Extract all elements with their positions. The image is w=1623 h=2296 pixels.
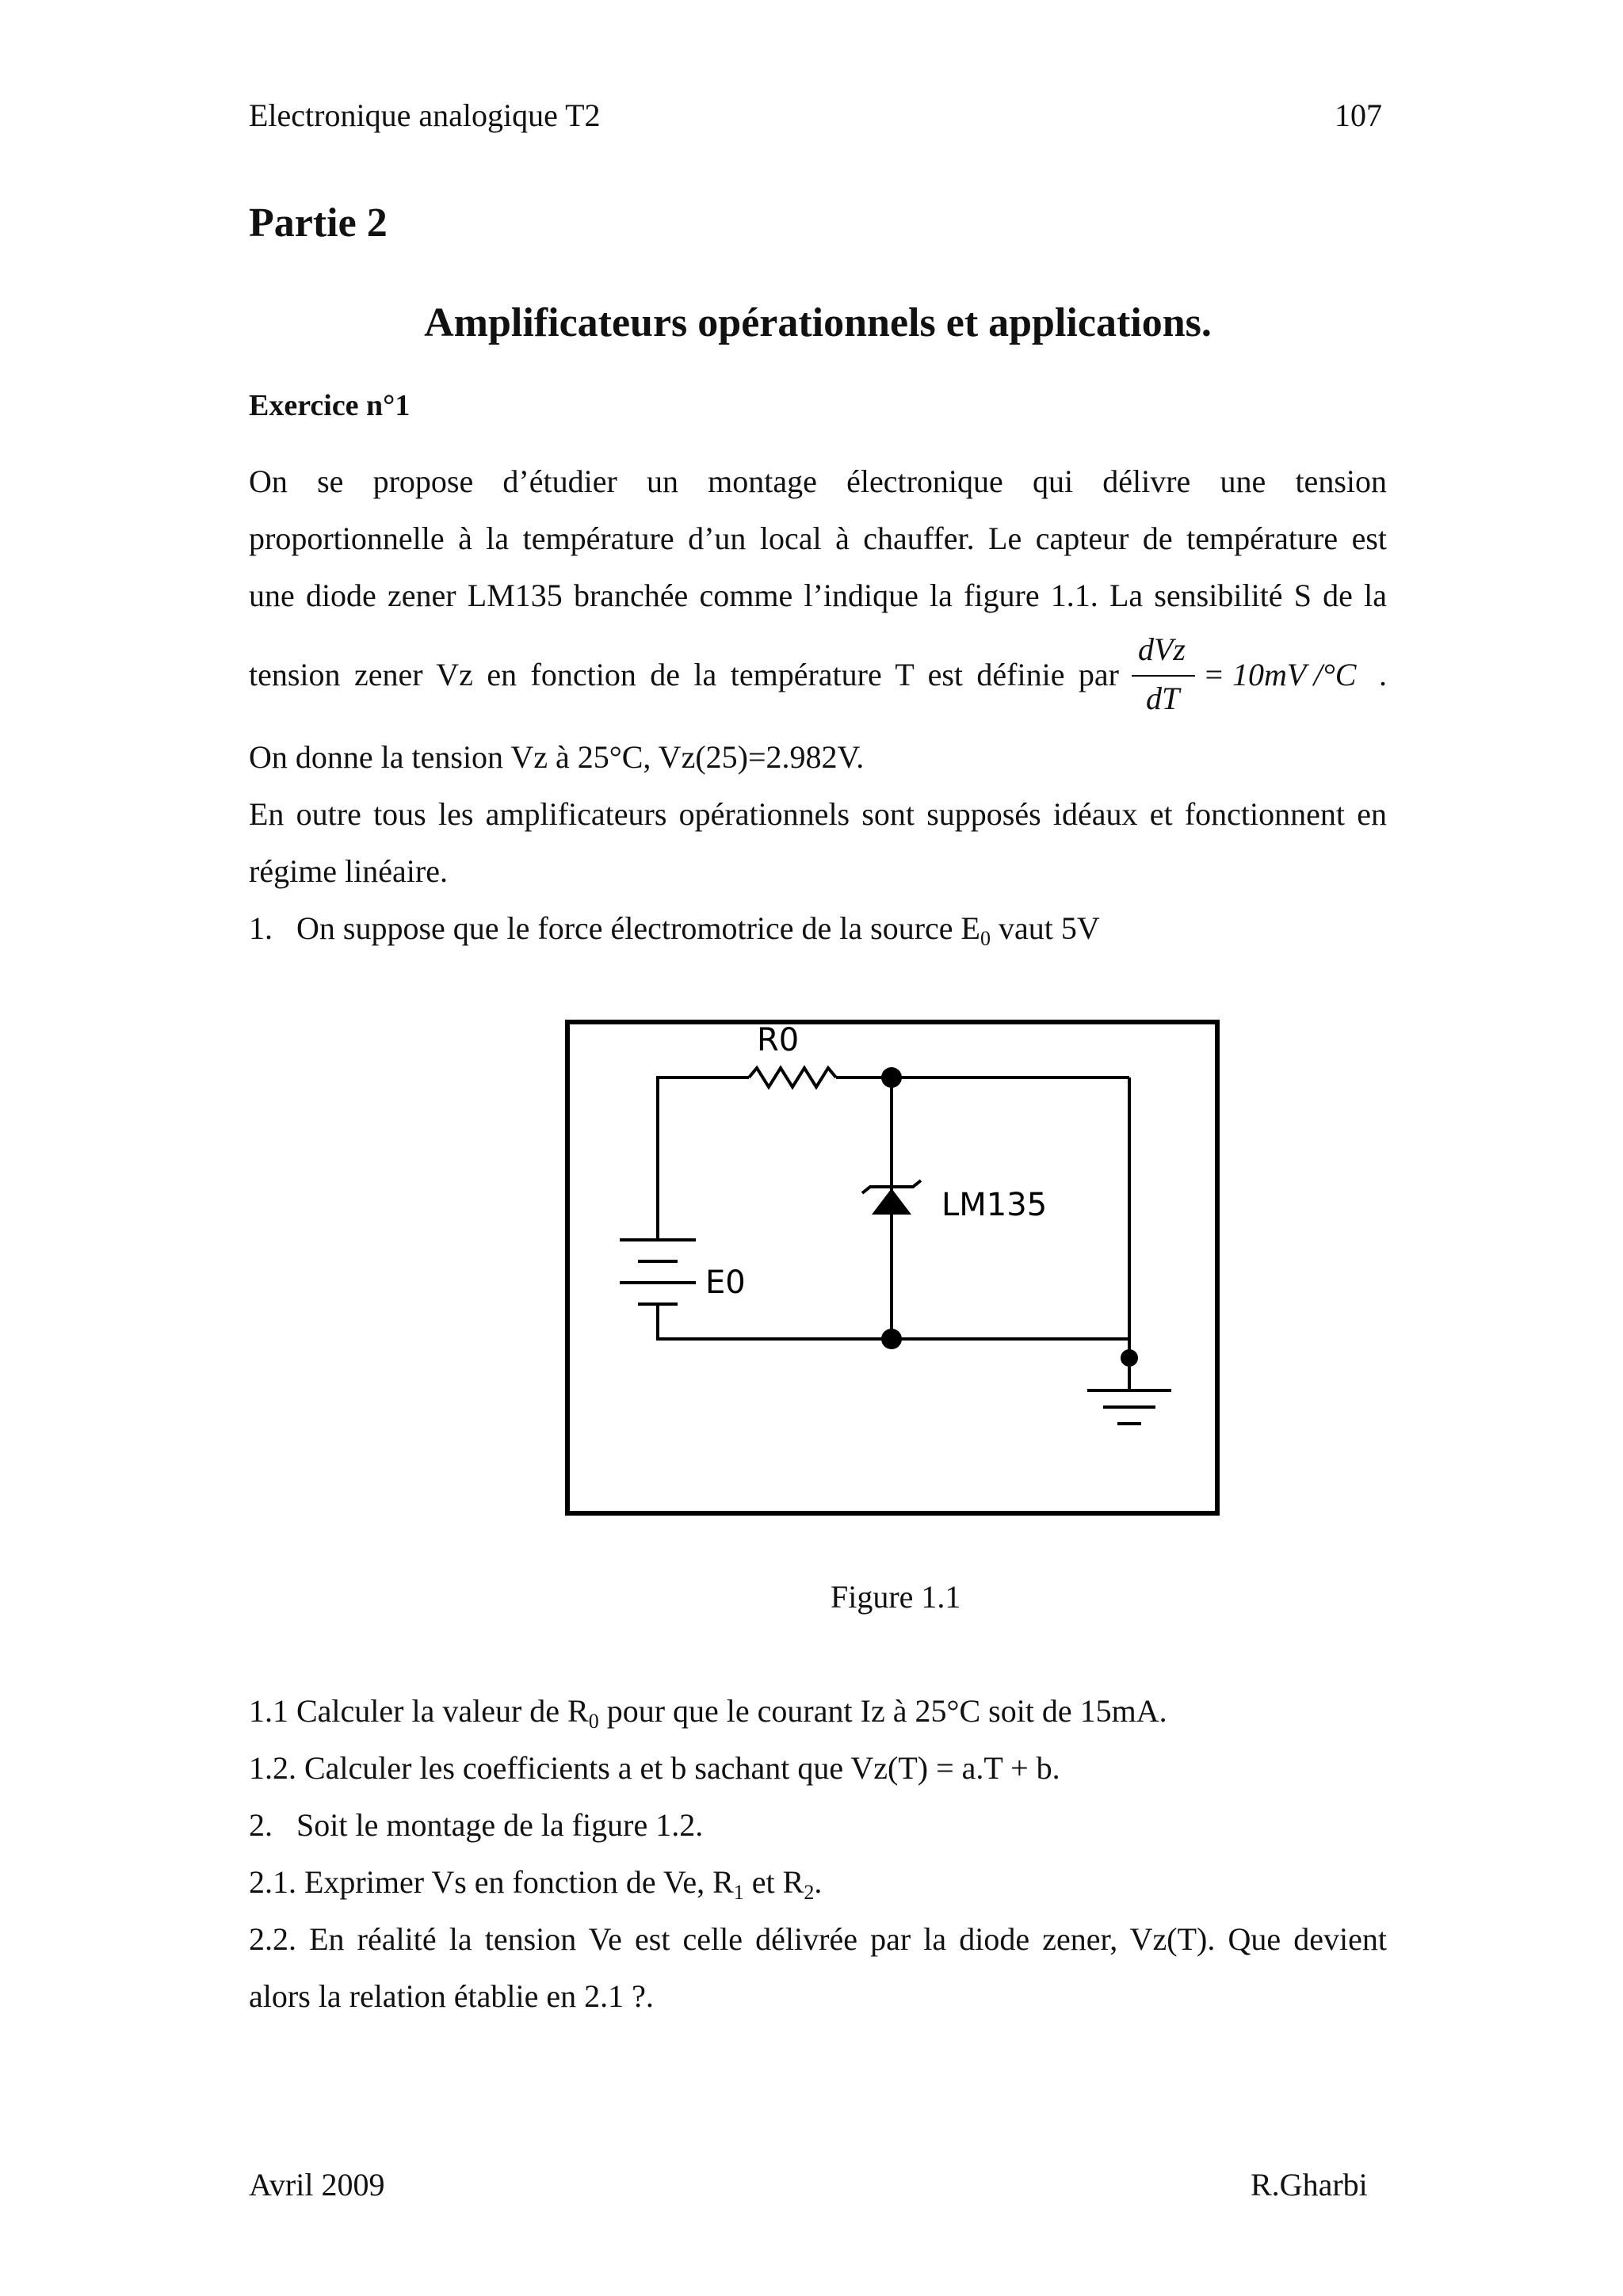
ideal-note-line-2: régime linéaire. (249, 853, 448, 889)
given-vz: On donne la tension Vz à 25°C, Vz(25)=2.982V. (249, 739, 865, 775)
question-1-2: 1.2. Calculer les coefficients a et b sachant que Vz(T) = a.T + b. (249, 1750, 1060, 1786)
intro-line-2: proportionnelle à la température d’un local à chauffer. Le capteur de température est (249, 521, 1387, 556)
running-header: Electronique analogique T2 (249, 97, 601, 133)
question-1-1-a: 1.1 Calculer la valeur de R (249, 1693, 589, 1729)
question-2-1-sub1: 1 (733, 1881, 744, 1904)
output-node (1121, 1349, 1138, 1367)
question-2-1-sub2: 2 (804, 1881, 815, 1904)
question-2-1-c: . (814, 1864, 823, 1900)
chapter-title: Amplificateurs opérationnels et applications. (424, 300, 1212, 345)
question-2-1-b: et R (743, 1864, 804, 1900)
question-1-text-a: On suppose que le force électromotrice de la source E (296, 910, 980, 946)
exercise-title: Exercice n°1 (249, 389, 411, 422)
figure-caption: Figure 1.1 (831, 1579, 961, 1615)
fraction-bar (1132, 675, 1195, 677)
formula-end: . (1379, 657, 1387, 692)
zener-triangle (872, 1188, 911, 1215)
resistor-r0 (749, 1068, 836, 1087)
intro-line-1: On se propose d’étudier un montage électronique qui délivre une tension (249, 463, 1387, 499)
question-1-1-sub: 0 (588, 1710, 599, 1733)
question-2-2-line-2: alors la relation établie en 2.1 ?. (249, 1978, 654, 2014)
node-bottom (881, 1329, 902, 1349)
question-1-1-b: pour que le courant Iz à 25°C soit de 15mA. (598, 1693, 1167, 1729)
footer-date: Avril 2009 (249, 2167, 385, 2203)
question-2-text: Soit le montage de la figure 1.2. (296, 1807, 704, 1843)
footer-author: R.Gharbi (1251, 2167, 1368, 2203)
label-lm135: LM135 (941, 1187, 1048, 1223)
intro-line-4: tension zener Vz en fonction de la température T est définie par (249, 657, 1119, 692)
intro-line-3: une diode zener LM135 branchée comme l’indique la figure 1.1. La sensibilité S de la (249, 578, 1387, 613)
label-e0: E0 (705, 1264, 746, 1301)
question-1-text-b: vaut 5V (990, 910, 1100, 946)
formula-numerator: dVz (1138, 631, 1186, 667)
formula-denominator: dT (1146, 681, 1180, 716)
label-r0: R0 (757, 1022, 800, 1058)
node-top (881, 1067, 902, 1088)
question-2 (249, 1797, 703, 1854)
question-1 (249, 900, 1100, 967)
bottom-wire (658, 1304, 892, 1339)
left-top-wire (658, 1077, 749, 1240)
page-number: 107 (1335, 97, 1382, 133)
circuit-figure (555, 1006, 1236, 1529)
part-title: Partie 2 (249, 200, 388, 246)
question-2-2-line-1: 2.2. En réalité la tension Ve est celle délivrée par la diode zener, Vz(T). Que devient (249, 1921, 1387, 1957)
formula-rhs: = 10mV /°C (1203, 657, 1357, 692)
ideal-note-line-1: En outre tous les amplificateurs opérationnels sont supposés idéaux et fonctionnent en (249, 796, 1387, 832)
question-2-number: 2. (249, 1807, 273, 1843)
question-2-1-a: 2.1. Exprimer Vs en fonction de Ve, R (249, 1864, 734, 1900)
question-1-number: 1. (249, 910, 273, 946)
question-1-sub: 0 (980, 927, 991, 950)
